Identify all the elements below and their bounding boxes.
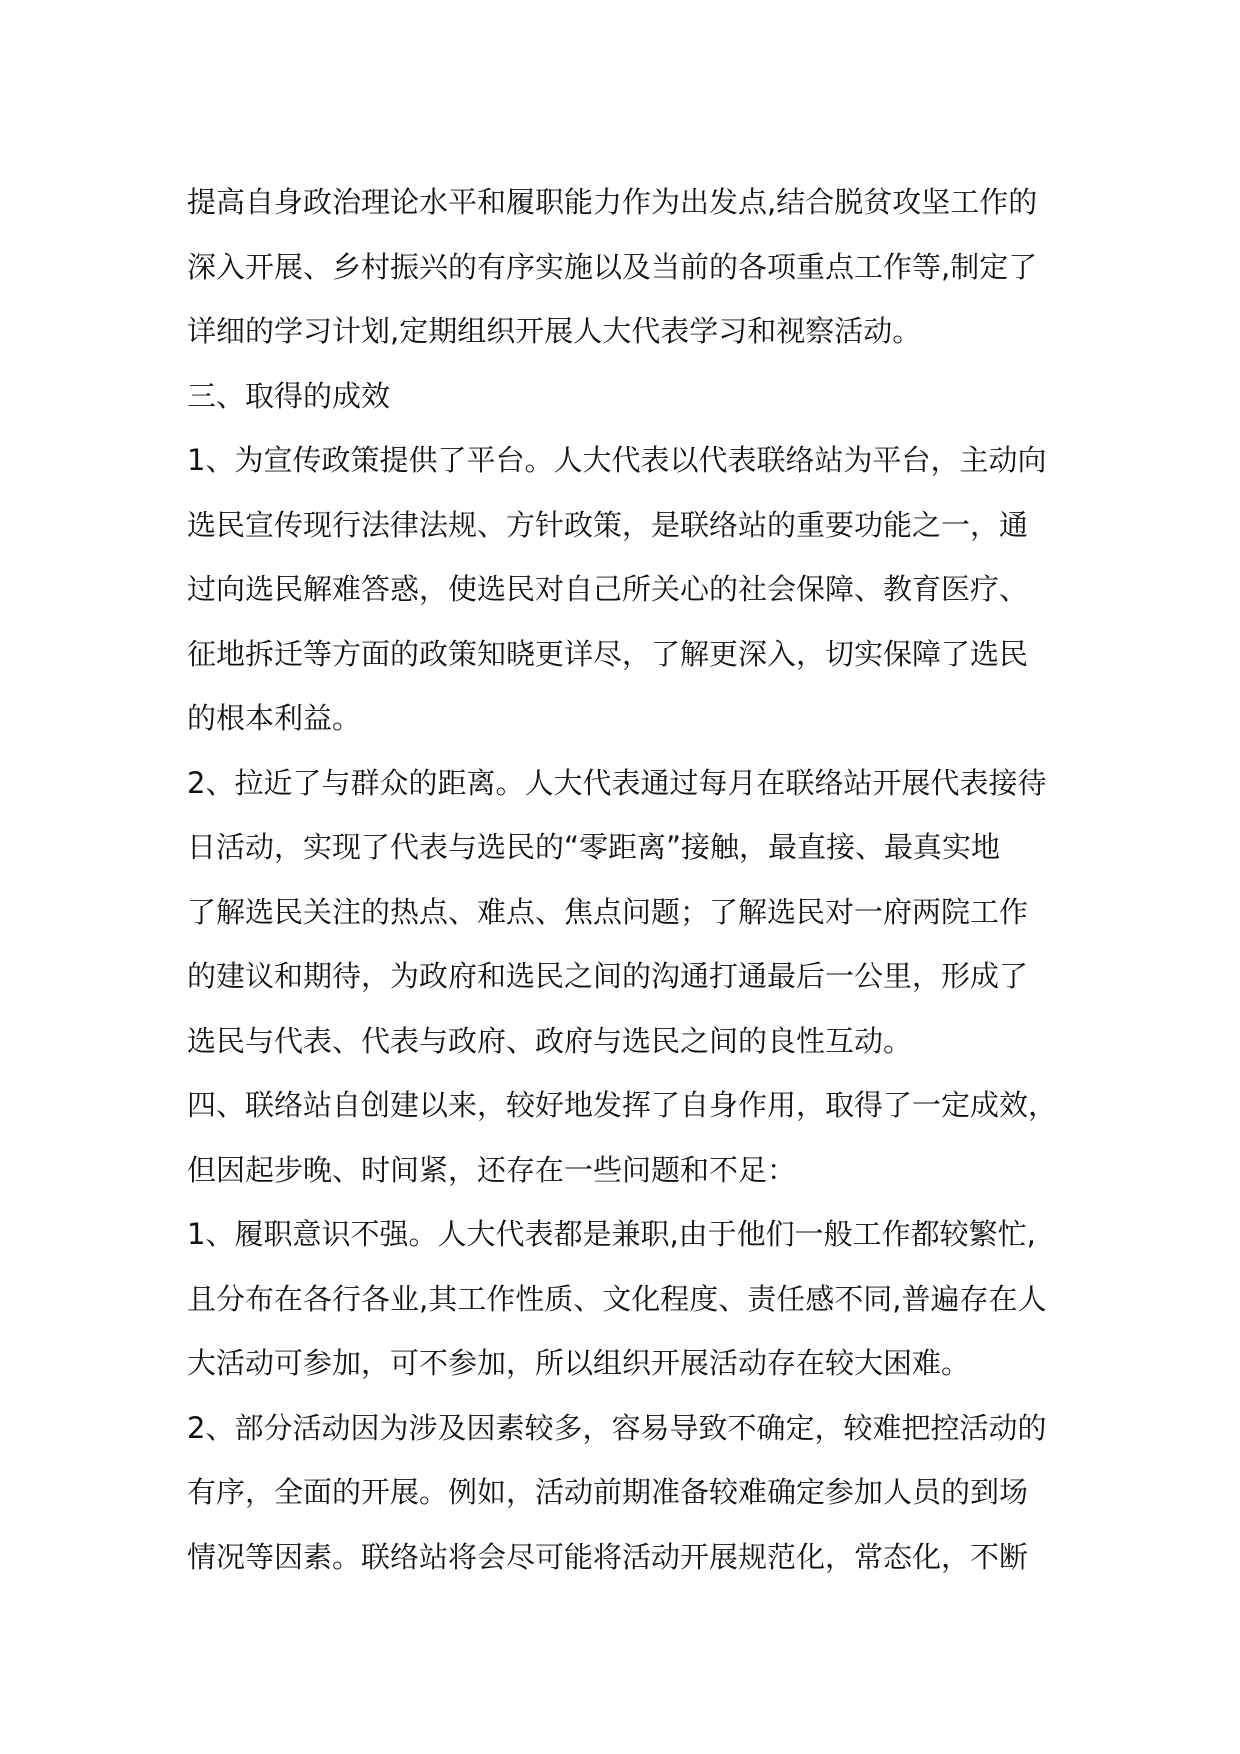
text-line: 深入开展、乡村振兴的有序实施以及当前的各项重点工作等,制定了	[187, 249, 1038, 284]
text-line: 的根本利益。	[187, 701, 362, 735]
text-line: 2、部分活动因为涉及因素较多，容易导致不确定，较难把控活动的	[187, 1410, 1047, 1445]
text-line: 2、拉近了与群众的距离。人大代表通过每月在联络站开展代表接待	[187, 765, 1047, 800]
section-heading: 四、联络站自创建以来，较好地发挥了自身作用，取得了一定成效，	[187, 1088, 1058, 1122]
text-line: 的建议和期待，为政府和选民之间的沟通打通最后一公里，形成了	[187, 959, 1029, 993]
text-line: 但因起步晚、时间紧，还存在一些问题和不足：	[187, 1152, 797, 1187]
text-line: 选民宣传现行法律法规、方针政策，是联络站的重要功能之一，通	[187, 507, 1029, 542]
text-line: 情况等因素。联络站将会尽可能将活动开展规范化，常态化，不断	[187, 1539, 1029, 1574]
text-line: 大活动可参加，可不参加，所以组织开展活动存在较大困难。	[187, 1346, 971, 1380]
text-line: 了解选民关注的热点、难点、焦点问题；了解选民对一府两院工作	[187, 894, 1029, 929]
text-line: 1、履职意识不强。人大代表都是兼职,由于他们一般工作都较繁忙,	[187, 1217, 1036, 1251]
text-line: 且分布在各行各业,其工作性质、文化程度、责任感不同,普遍存在人	[187, 1281, 1047, 1316]
section-heading: 三、取得的成效	[187, 378, 391, 413]
text-line: 过向选民解难答惑，使选民对自己所关心的社会保障、教育医疗、	[187, 572, 1029, 606]
text-line: 有序，全面的开展。例如，活动前期准备较难确定参加人员的到场	[187, 1475, 1029, 1509]
text-line: 征地拆迁等方面的政策知晓更详尽，了解更深入，切实保障了选民	[187, 636, 1029, 671]
text-line: 提高自身政治理论水平和履职能力作为出发点,结合脱贫攻坚工作的	[187, 185, 1038, 219]
text-line: 选民与代表、代表与政府、政府与选民之间的良性互动。	[187, 1023, 913, 1058]
text-line: 详细的学习计划,定期组织开展人大代表学习和视察活动。	[187, 314, 922, 348]
text-line: 1、为宣传政策提供了平台。人大代表以代表联络站为平台，主动向	[187, 443, 1047, 477]
document-body	[187, 170, 1087, 1589]
text-line: 日活动，实现了代表与选民的“零距离”接触，最直接、最真实地	[187, 830, 1001, 864]
